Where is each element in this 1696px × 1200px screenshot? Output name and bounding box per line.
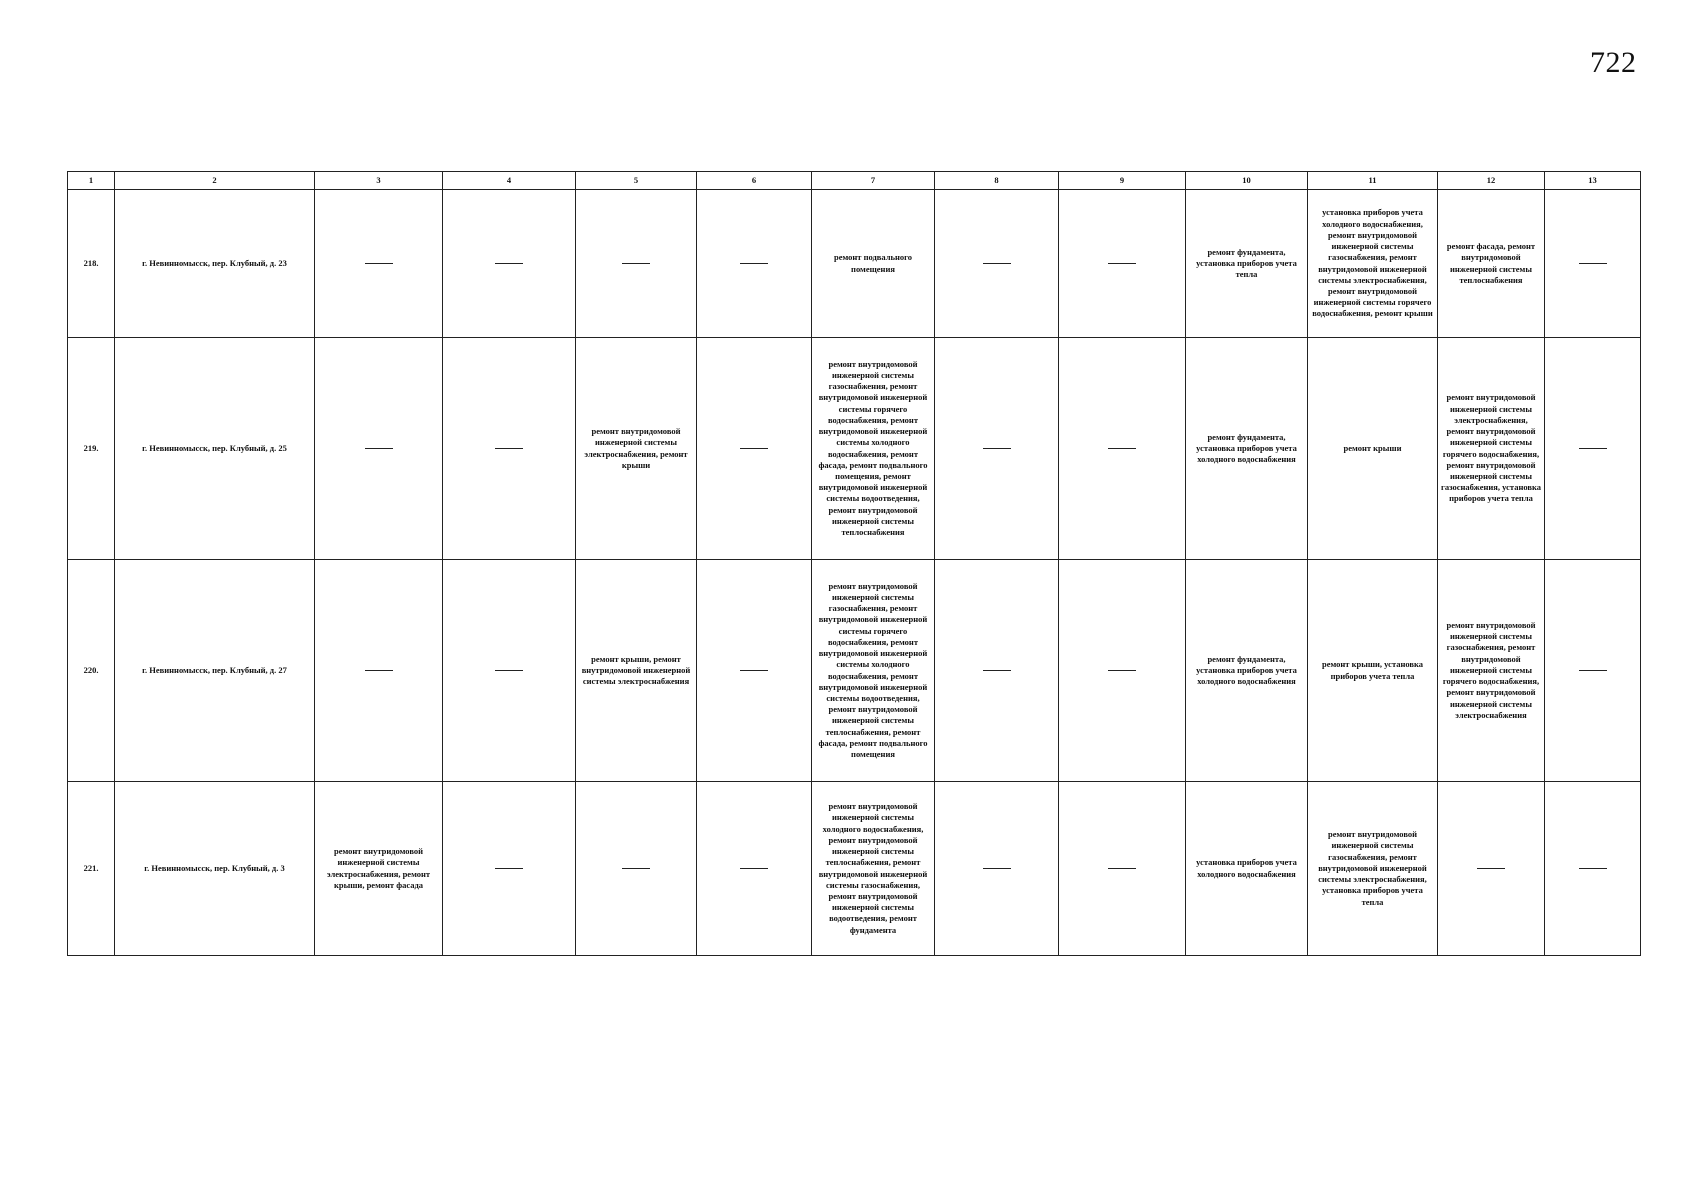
dash-mark — [622, 263, 650, 264]
column-header: 11 — [1308, 172, 1438, 190]
dash-mark — [1579, 868, 1607, 869]
work-cell — [443, 338, 576, 560]
work-cell — [935, 560, 1059, 782]
work-cell: ремонт крыши, ремонт внутридомовой инженерной системы электроснабжения — [576, 560, 697, 782]
work-cell — [1545, 560, 1641, 782]
work-cell — [1545, 338, 1641, 560]
column-header: 5 — [576, 172, 697, 190]
column-header: 4 — [443, 172, 576, 190]
dash-mark — [495, 263, 523, 264]
dash-mark — [1108, 448, 1136, 449]
work-cell: ремонт внутридомовой инженерной системы газоснабжения, ремонт внутридомовой инженерной системы электроснабжения, установка приборов учета тепла — [1308, 782, 1438, 956]
dash-mark — [740, 263, 768, 264]
dash-mark — [365, 670, 393, 671]
column-header: 8 — [935, 172, 1059, 190]
column-number-row — [68, 172, 1641, 190]
work-cell: ремонт внутридомовой инженерной системы электроснабжения, ремонт крыши — [576, 338, 697, 560]
column-header: 13 — [1545, 172, 1641, 190]
table-row — [68, 338, 1641, 560]
work-cell — [576, 190, 697, 338]
work-cell: установка приборов учета холодного водоснабжения — [1186, 782, 1308, 956]
work-cell — [315, 190, 443, 338]
column-header: 7 — [812, 172, 935, 190]
capital-repair-table — [67, 171, 1641, 956]
work-cell: ремонт фундамента, установка приборов учета тепла — [1186, 190, 1308, 338]
column-header: 1 — [68, 172, 115, 190]
work-cell — [1545, 782, 1641, 956]
column-header: 3 — [315, 172, 443, 190]
work-cell: ремонт внутридомовой инженерной системы электроснабжения, ремонт внутридомовой инженерной системы горячего водоснабжения, ремонт внутридомовой инженерной системы газоснабжения, установка приборов учета тепла — [1438, 338, 1545, 560]
dash-mark — [740, 670, 768, 671]
work-cell — [1059, 190, 1186, 338]
dash-mark — [1579, 670, 1607, 671]
work-cell — [697, 782, 812, 956]
work-cell: ремонт подвального помещения — [812, 190, 935, 338]
work-cell: ремонт внутридомовой инженерной системы холодного водоснабжения, ремонт внутридомовой инженерной системы теплоснабжения, ремонт внутридомовой инженерной системы газоснабжения, ремонт внутридомовой инженерной системы водоотведения, ремонт фундамента — [812, 782, 935, 956]
table-row — [68, 560, 1641, 782]
work-cell: ремонт фундамента, установка приборов учета холодного водоснабжения — [1186, 560, 1308, 782]
row-number: 221. — [68, 782, 115, 956]
row-number: 219. — [68, 338, 115, 560]
dash-mark — [495, 670, 523, 671]
row-number: 218. — [68, 190, 115, 338]
work-cell — [697, 338, 812, 560]
dash-mark — [740, 868, 768, 869]
work-cell — [935, 338, 1059, 560]
dash-mark — [365, 263, 393, 264]
dash-mark — [983, 263, 1011, 264]
work-cell — [1438, 782, 1545, 956]
dash-mark — [740, 448, 768, 449]
table-row — [68, 782, 1641, 956]
dash-mark — [1108, 868, 1136, 869]
work-cell — [576, 782, 697, 956]
dash-mark — [983, 868, 1011, 869]
column-header: 10 — [1186, 172, 1308, 190]
dash-mark — [983, 670, 1011, 671]
column-header: 2 — [115, 172, 315, 190]
work-cell: ремонт внутридомовой инженерной системы газоснабжения, ремонт внутридомовой инженерной системы горячего водоснабжения, ремонт внутридомовой инженерной системы холодного водоснабжения, ремонт внутридомовой инженерной системы водоотведения, ремонт внутридомовой инженерной системы теплоснабжения, ремонт фасада, ремонт подвального помещения — [812, 560, 935, 782]
work-cell: ремонт крыши, установка приборов учета тепла — [1308, 560, 1438, 782]
work-cell: ремонт внутридомовой инженерной системы газоснабжения, ремонт внутридомовой инженерной системы горячего водоснабжения, ремонт внутридомовой инженерной системы холодного водоснабжения, ремонт фасада, ремонт подвального помещения, ремонт внутридомовой инженерной системы водоотведения, ремонт внутридомовой инженерной системы теплоснабжения — [812, 338, 935, 560]
work-cell — [697, 560, 812, 782]
work-cell — [1059, 560, 1186, 782]
address-cell: г. Невинномысск, пер. Клубный, д. 27 — [115, 560, 315, 782]
work-cell — [935, 782, 1059, 956]
work-cell — [443, 560, 576, 782]
page-number: 722 — [1590, 46, 1637, 79]
work-cell: ремонт внутридомовой инженерной системы электроснабжения, ремонт крыши, ремонт фасада — [315, 782, 443, 956]
address-cell: г. Невинномысск, пер. Клубный, д. 3 — [115, 782, 315, 956]
work-cell — [443, 782, 576, 956]
table-row — [68, 190, 1641, 338]
dash-mark — [495, 448, 523, 449]
work-cell — [697, 190, 812, 338]
dash-mark — [1477, 868, 1505, 869]
work-cell — [315, 338, 443, 560]
work-cell — [1545, 190, 1641, 338]
work-cell: ремонт фасада, ремонт внутридомовой инженерной системы теплоснабжения — [1438, 190, 1545, 338]
dash-mark — [365, 448, 393, 449]
address-cell: г. Невинномысск, пер. Клубный, д. 25 — [115, 338, 315, 560]
work-cell — [1059, 782, 1186, 956]
column-header: 6 — [697, 172, 812, 190]
dash-mark — [1579, 448, 1607, 449]
row-number: 220. — [68, 560, 115, 782]
column-header: 9 — [1059, 172, 1186, 190]
work-cell — [935, 190, 1059, 338]
column-header: 12 — [1438, 172, 1545, 190]
work-cell: установка приборов учета холодного водоснабжения, ремонт внутридомовой инженерной системы газоснабжения, ремонт внутридомовой инженерной системы электроснабжения, ремонт внутридомовой инженерной системы горячего водоснабжения, ремонт крыши — [1308, 190, 1438, 338]
work-cell — [315, 560, 443, 782]
dash-mark — [495, 868, 523, 869]
dash-mark — [1108, 263, 1136, 264]
dash-mark — [622, 868, 650, 869]
work-cell: ремонт внутридомовой инженерной системы газоснабжения, ремонт внутридомовой инженерной системы горячего водоснабжения, ремонт внутридомовой инженерной системы электроснабжения — [1438, 560, 1545, 782]
dash-mark — [983, 448, 1011, 449]
dash-mark — [1108, 670, 1136, 671]
work-cell — [1059, 338, 1186, 560]
work-cell: ремонт фундамента, установка приборов учета холодного водоснабжения — [1186, 338, 1308, 560]
work-cell — [443, 190, 576, 338]
address-cell: г. Невинномысск, пер. Клубный, д. 23 — [115, 190, 315, 338]
work-cell: ремонт крыши — [1308, 338, 1438, 560]
dash-mark — [1579, 263, 1607, 264]
